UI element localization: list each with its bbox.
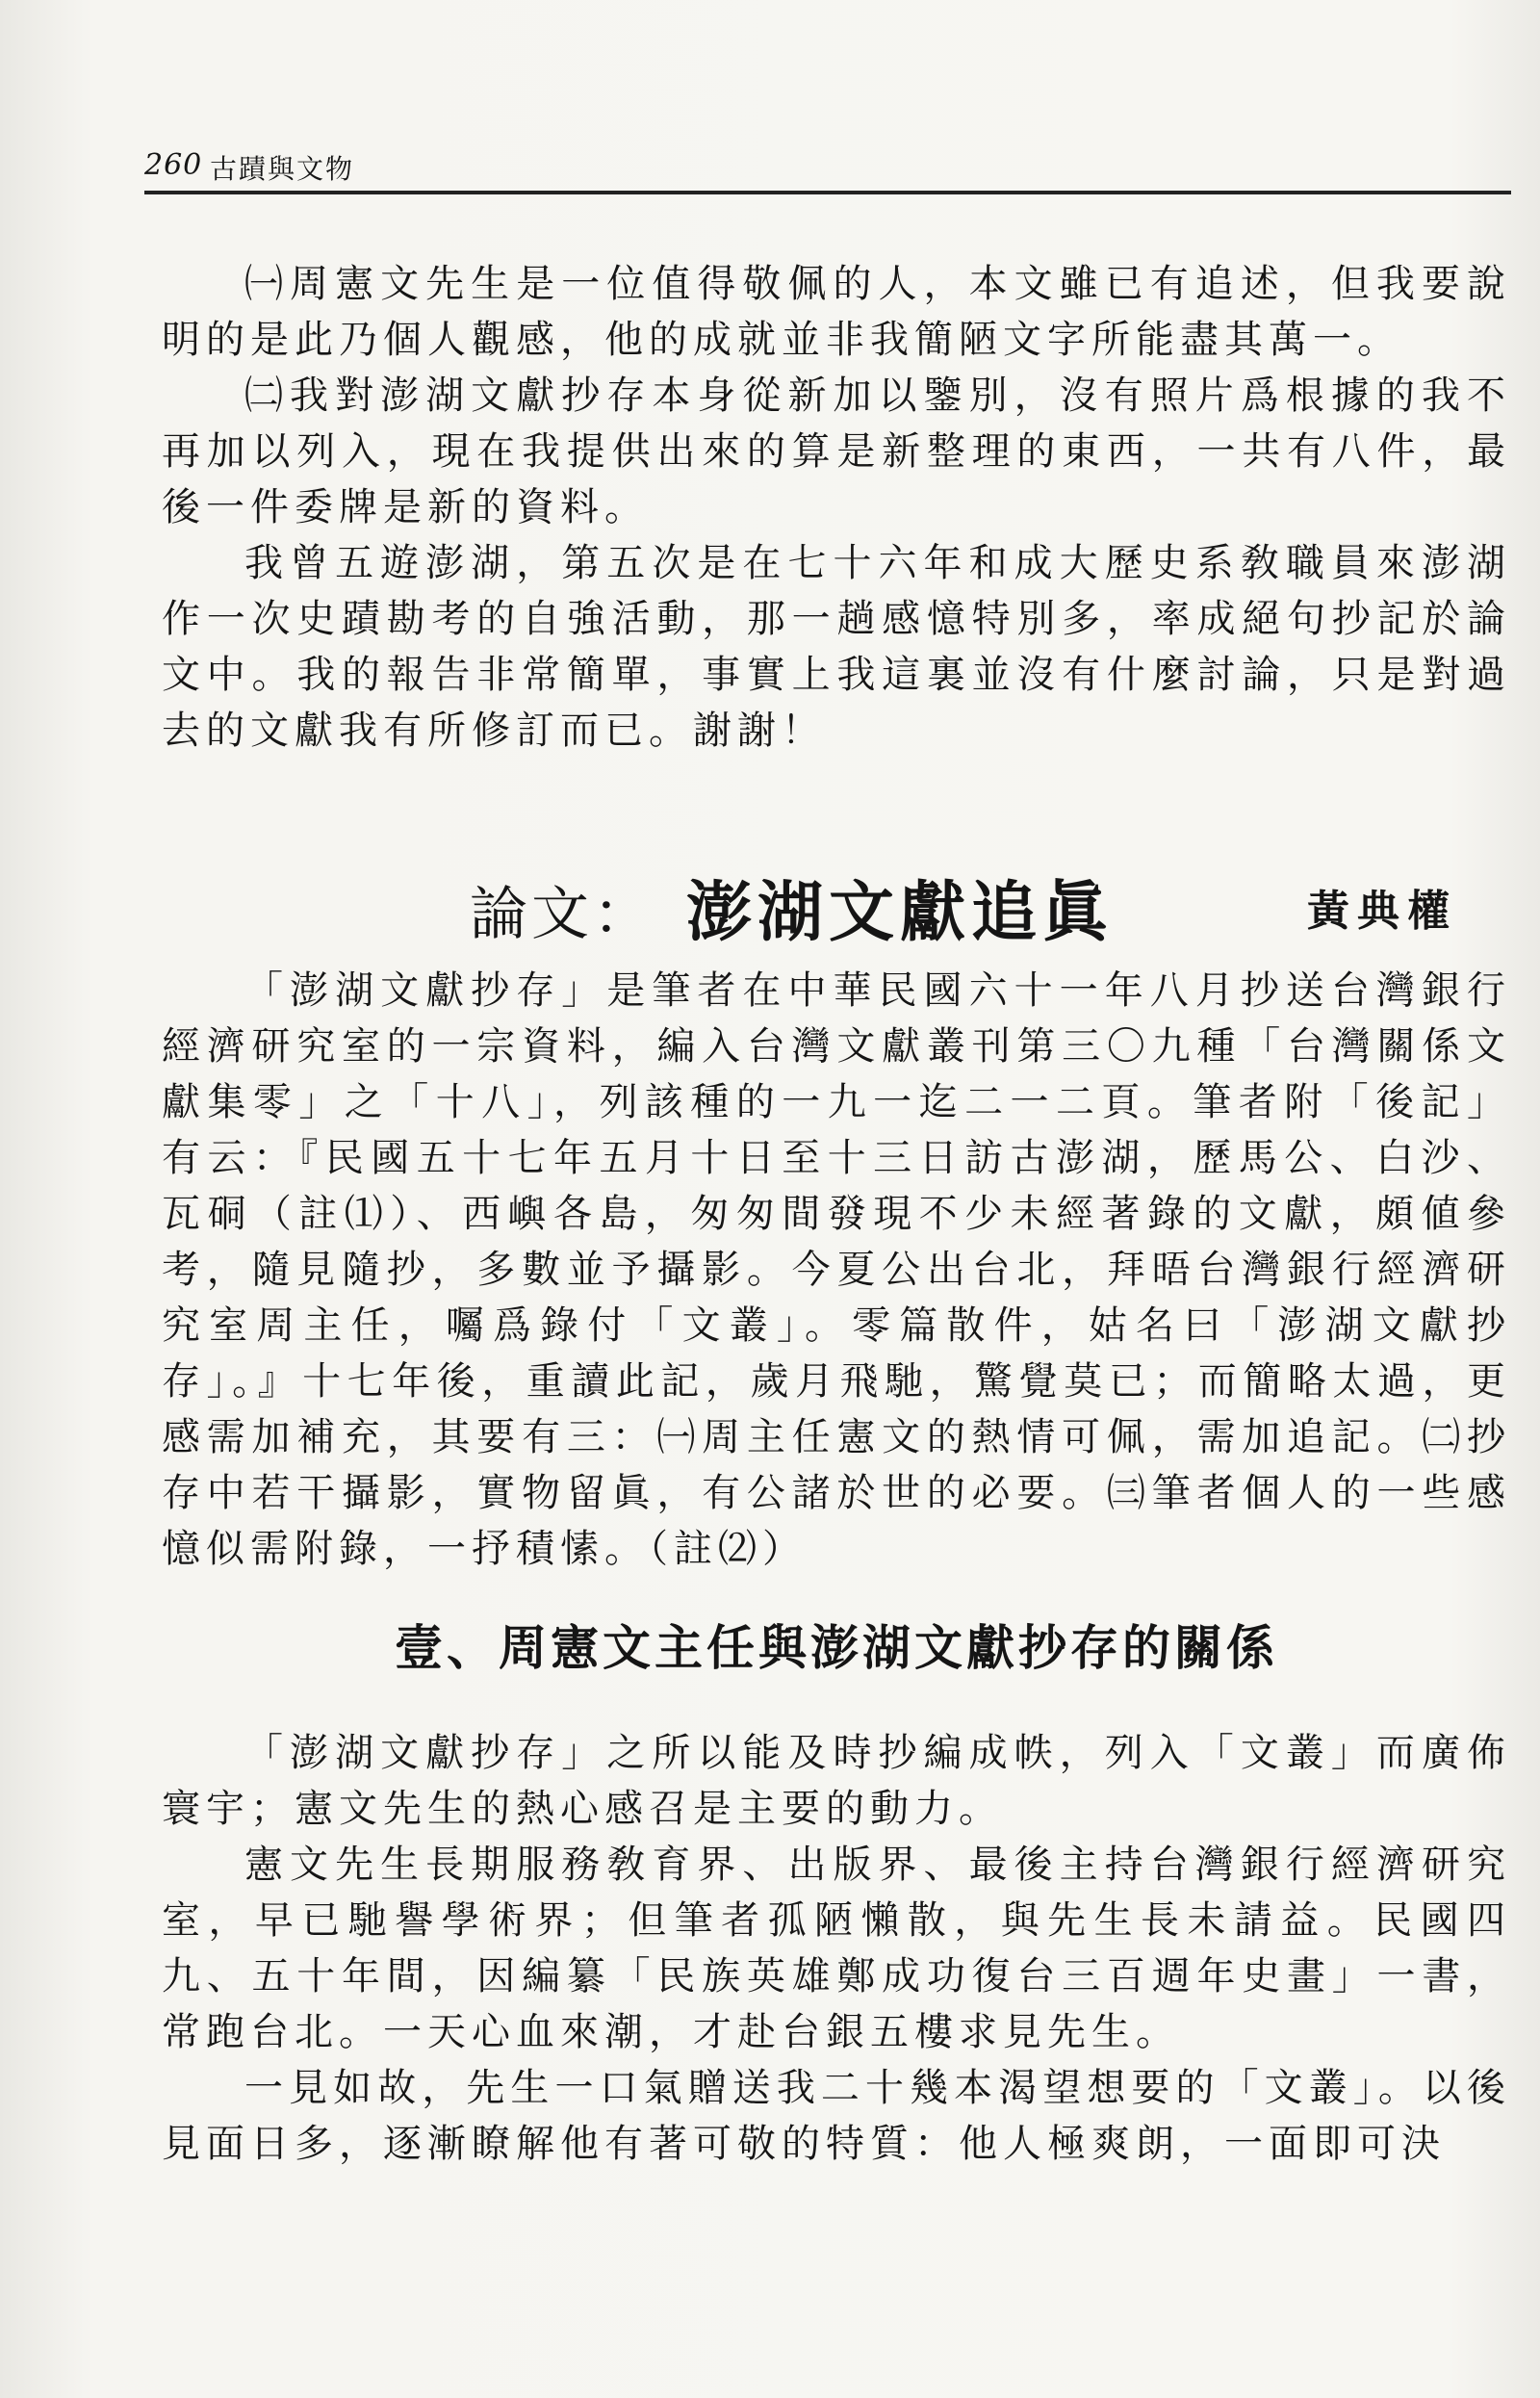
section-heading: 壹、周憲文主任與澎湖文獻抄存的關係 — [395, 1620, 1278, 1676]
paper-title-prefix: 論文： — [470, 881, 654, 948]
paper-title: 澎湖文獻追眞 — [686, 875, 1115, 951]
paper-title-block — [162, 847, 1511, 953]
intro-paragraph-3: 我曾五遊澎湖，第五次是在七十六年和成大歷史系敎職員來澎湖作一次史蹟勘考的自強活動，那一趟感憶特別多，率成絕句抄記於論文中。我的報告非常簡單，事實上我這裏並沒有什麼討論，只是對過去的文獻我有所修訂而已。謝謝！ — [162, 541, 1511, 753]
paper-intro-section — [162, 963, 1511, 1577]
paper-author: 黃典權 — [1307, 887, 1457, 936]
page-number: 260 — [144, 148, 203, 182]
section1-paragraph-3: 一見如故，先生一口氣贈送我二十幾本渴望想要的「文叢」。以後見面日多，逐漸瞭解他有著可敬的特質：他人極爽朗，一面即可決 — [162, 2066, 1511, 2166]
intro-paragraph-1: ㈠周憲文先生是一位值得敬佩的人，本文雖已有追述，但我要說明的是此乃個人觀感，他的成就並非我簡陋文字所能盡其萬一。 — [162, 262, 1511, 362]
page-header — [144, 142, 1511, 194]
section1-body — [162, 1725, 1511, 2172]
intro-section — [162, 256, 1511, 759]
running-book-title: 古蹟與文物 — [210, 153, 355, 185]
section1-paragraph-2: 憲文先生長期服務敎育界、出版界、最後主持台灣銀行經濟研究室，早已馳譽學術界；但筆者孤陋懶散，與先生長未請益。民國四九、五十年間，因編纂「民族英雄鄭成功復台三百週年史畫」一書，常跑台北。一天心血來潮，才赴台銀五樓求見先生。 — [162, 1843, 1511, 2054]
intro-paragraph-2: ㈡我對澎湖文獻抄存本身從新加以鑒別，沒有照片爲根據的我不再加以列入，現在我提供出來的算是新整理的東西，一共有八件，最後一件委牌是新的資料。 — [162, 374, 1511, 529]
paper-paragraph-1: 「澎湖文獻抄存」是筆者在中華民國六十一年八月抄送台灣銀行經濟研究室的一宗資料，編入台灣文獻叢刊第三〇九種「台灣關係文獻集零」之「十八」，列該種的一九一迄二一二頁。筆者附「後記」有云：『民國五十七年五月十日至十三日訪古澎湖，歷馬公、白沙、瓦硐（註⑴）、西嶼各島，匆匆間發現不少未經著錄的文獻，頗値參考，隨見隨抄，多數並予攝影。今夏公出台北，拜晤台灣銀行經濟研究室周主任，囑爲錄付「文叢」。零篇散件，姑名曰「澎湖文獻抄存」。』十七年後，重讀此記，歲月飛馳，驚覺莫已；而簡略太過，更感需加補充，其要有三：㈠周主任憲文的熱情可佩，需加追記。㈡抄存中若干攝影，實物留眞，有公諸於世的必要。㈢筆者個人的一些感憶似需附錄，一抒積愫。（註⑵） — [162, 968, 1511, 1571]
section1-paragraph-1: 「澎湖文獻抄存」之所以能及時抄編成帙，列入「文叢」而廣佈寰宇；憲文先生的熱心感召是主要的動力。 — [162, 1731, 1511, 1831]
